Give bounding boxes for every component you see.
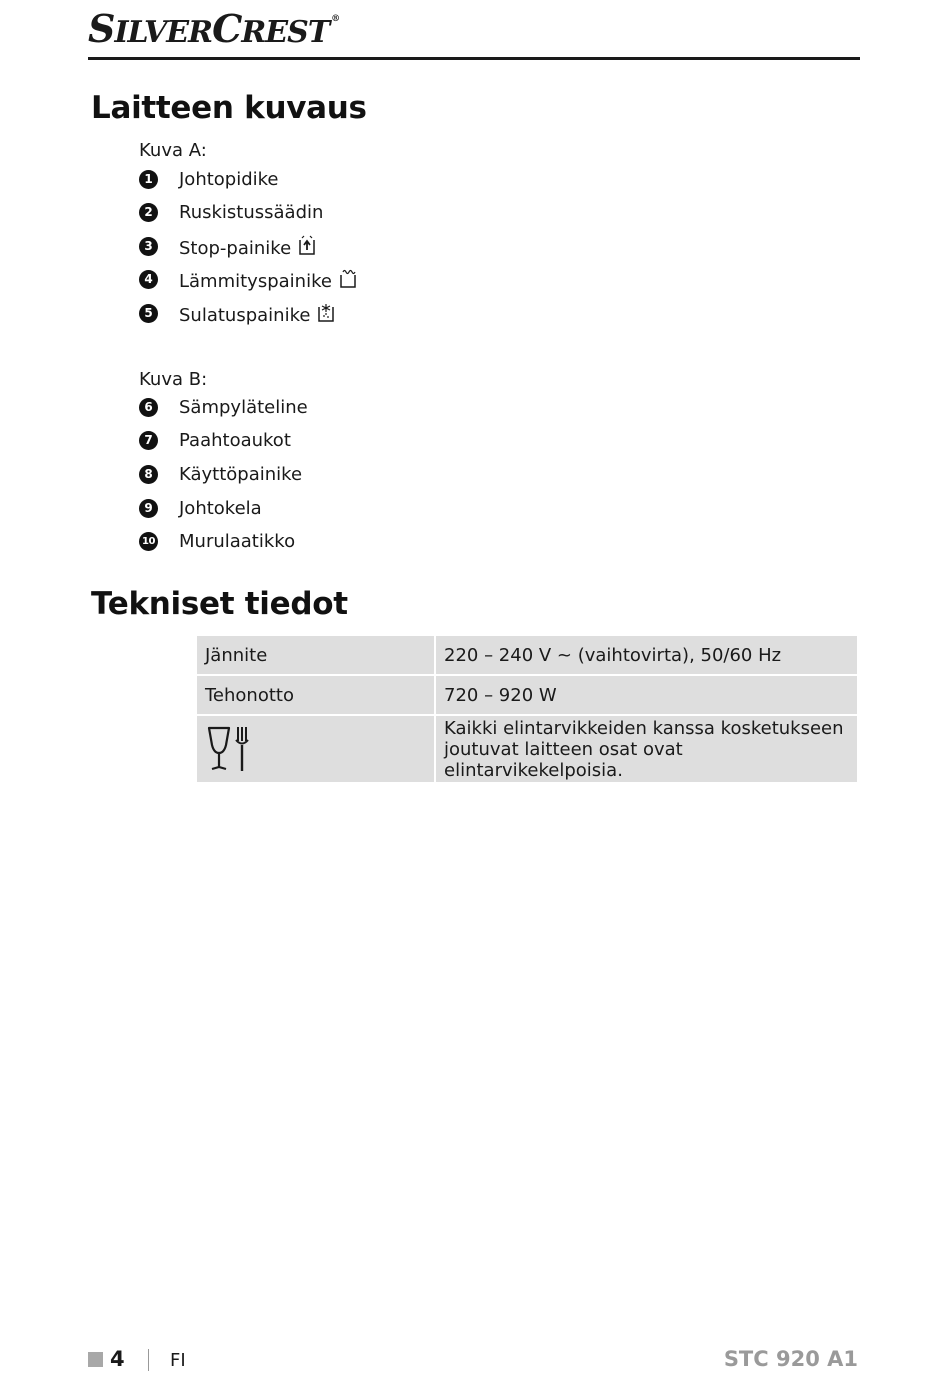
list-item xyxy=(139,167,279,191)
footer-divider xyxy=(148,1349,149,1371)
table-cell-value: 220 – 240 V ~ (vaihtovirta), 50/60 Hz xyxy=(435,635,858,675)
figure-a-label: Kuva A: xyxy=(139,140,207,161)
stop-symbol-icon xyxy=(296,234,318,256)
table-row xyxy=(196,635,858,675)
table-cell-value xyxy=(435,715,858,783)
list-item xyxy=(139,395,308,419)
item-label: Johtopidike xyxy=(179,168,279,190)
item-label-text: Lämmityspainike xyxy=(179,270,332,292)
list-item xyxy=(139,267,332,292)
item-label: Paahtoaukot xyxy=(179,429,291,451)
food-safe-icon xyxy=(205,725,251,773)
item-number: 7 xyxy=(139,431,158,450)
table-row xyxy=(196,715,858,783)
item-label-with-icon xyxy=(179,267,359,292)
technical-data-table xyxy=(195,634,859,784)
heating-symbol-icon xyxy=(337,267,359,289)
brand-logo xyxy=(88,6,339,51)
item-number: 3 xyxy=(139,237,158,256)
item-label: Johtokela xyxy=(179,497,262,519)
table-cell-key: Jännite xyxy=(196,635,435,675)
table-cell-value: 720 – 920 W xyxy=(435,675,858,715)
list-item xyxy=(139,462,303,486)
item-label-with-icon xyxy=(179,234,318,259)
figure-b-label: Kuva B: xyxy=(139,369,208,390)
model-number: STC 920 A1 xyxy=(723,1347,858,1371)
logo-text-ilver: ILVER xyxy=(114,15,213,50)
registered-mark: ® xyxy=(331,14,340,24)
logo-letter-s: S xyxy=(88,6,115,51)
logo-letter-c: C xyxy=(212,6,242,51)
item-number: 1 xyxy=(139,170,158,189)
language-code: FI xyxy=(170,1350,186,1371)
list-item xyxy=(139,428,291,452)
table-row xyxy=(196,675,858,715)
item-label-text: Sulatuspainike xyxy=(179,304,311,326)
page-number: 4 xyxy=(110,1347,125,1371)
item-label: Käyttöpainike xyxy=(179,463,303,485)
list-item xyxy=(139,529,296,553)
item-label: Murulaatikko xyxy=(179,530,296,552)
food-safe-text-line-1: Kaikki elintarvikkeiden kanssa kosketukseen xyxy=(444,717,844,739)
list-item xyxy=(139,234,292,259)
page-header xyxy=(88,0,860,60)
item-number: 5 xyxy=(139,304,158,323)
section-title-technical-data: Tekniset tiedot xyxy=(91,586,348,622)
defrost-symbol-icon xyxy=(315,301,337,323)
table-cell-key xyxy=(196,715,435,783)
item-label: Ruskistussäädin xyxy=(179,201,324,223)
item-number: 4 xyxy=(139,270,158,289)
item-number: 8 xyxy=(139,465,158,484)
item-label: Sämpyläteline xyxy=(179,396,308,418)
item-number: 2 xyxy=(139,203,158,222)
item-number: 10 xyxy=(139,532,158,551)
table-cell-key: Tehonotto xyxy=(196,675,435,715)
item-label-with-icon xyxy=(179,301,337,326)
logo-text-rest: REST xyxy=(241,15,330,50)
list-item xyxy=(139,301,311,326)
list-item xyxy=(139,496,262,520)
item-label-text: Stop-painike xyxy=(179,237,292,259)
item-number: 9 xyxy=(139,499,158,518)
section-title-description: Laitteen kuvaus xyxy=(91,90,367,126)
list-item xyxy=(139,200,324,224)
food-safe-text-line-2: joutuvat laitteen osat ovat elintarvikekelpoisia. xyxy=(444,738,683,781)
item-number: 6 xyxy=(139,398,158,417)
footer-square-marker xyxy=(88,1352,103,1367)
